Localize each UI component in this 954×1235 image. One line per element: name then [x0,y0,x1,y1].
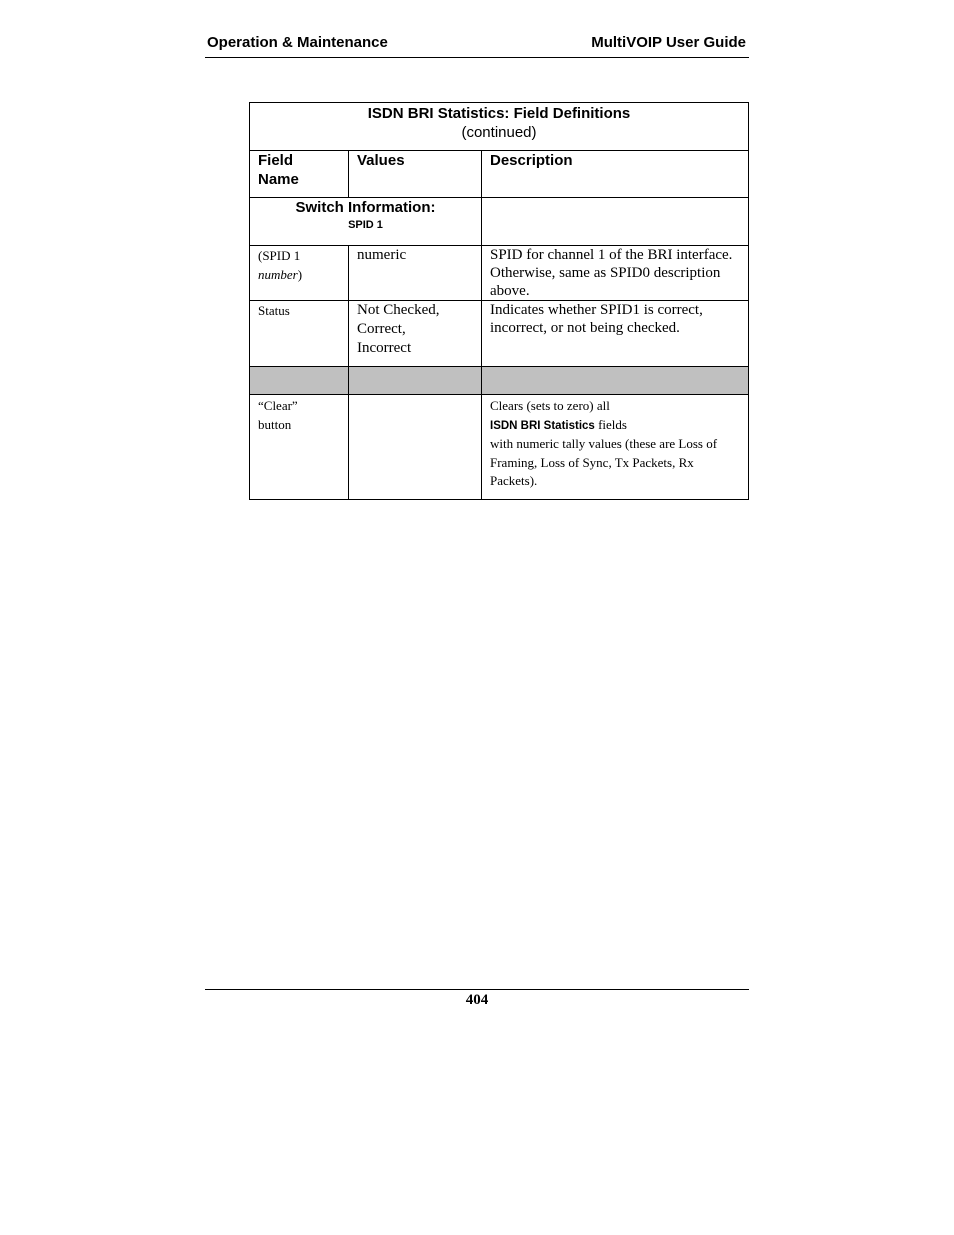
field-name-italic: number [258,267,298,282]
running-header-guide-title: MultiVOIP User Guide [591,34,746,51]
field-name-text: (SPID 1 [258,248,301,263]
page-number: 404 [465,992,489,1008]
section-title: Switch Information: [295,199,436,216]
values-text-line2: Correct, [357,321,406,337]
table-subtitle: (continued) [461,124,537,141]
column-header-row [250,151,749,198]
description-text: SPID for channel 1 of the BRI interface. Otherwise, same as SPID0 description above. [490,247,733,299]
field-name-cell [250,301,349,367]
description-text-line2 [490,416,740,436]
section-row [250,198,749,246]
table-row [250,246,749,301]
column-header-field-line2: Name [258,171,299,188]
column-header-values [349,151,482,198]
description-text-line1: Clears (sets to zero) all [490,398,610,413]
values-cell [349,301,482,367]
description-cell [482,395,749,500]
field-name-text-line2: button [258,416,292,432]
description-cell [482,301,749,367]
values-text-line3: Incorrect [357,340,412,356]
section-heading-cell [250,198,482,246]
column-header-description [482,151,749,198]
footer-rule [205,989,749,990]
table-title-cell [250,103,749,151]
values-cell [349,246,482,301]
field-name-text-line1: “Clear” [258,398,298,413]
description-cell [482,246,749,301]
section-empty-cell [482,198,749,246]
running-header-section: Operation & Maintenance [207,34,388,51]
field-definitions-table [249,102,749,500]
column-header-description-label: Description [490,152,573,169]
field-name-close-paren: ) [297,267,303,282]
description-bold-term: ISDN BRI Statistics [490,419,595,432]
column-header-values-label: Values [357,152,405,169]
field-name-cell [250,246,349,301]
description-text-rest: with numeric tally values (these are Loss of Framing, Loss of Sync, Tx Packets, Rx Packets). [490,436,718,488]
table-row [250,301,749,367]
shaded-cell [250,367,349,395]
table-row [250,395,749,500]
table-title: ISDN BRI Statistics: Field Definitions [367,105,631,122]
description-text: Indicates whether SPID1 is correct, incorrect, or not being checked. [490,302,703,336]
shaded-separator-row [250,367,749,395]
values-cell [349,395,482,500]
field-name-text: Status [258,303,290,318]
column-header-field-name [250,151,349,198]
column-header-field-line1: Field [258,152,294,169]
description-text-after-bold: fields [594,416,627,432]
shaded-cell [482,367,749,395]
header-rule [205,57,749,58]
values-text: numeric [357,247,407,263]
field-name-cell [250,395,349,500]
values-text-line1: Not Checked, [357,302,440,318]
table-title-row [250,103,749,151]
section-subtitle: SPID 1 [348,219,383,231]
shaded-cell [349,367,482,395]
